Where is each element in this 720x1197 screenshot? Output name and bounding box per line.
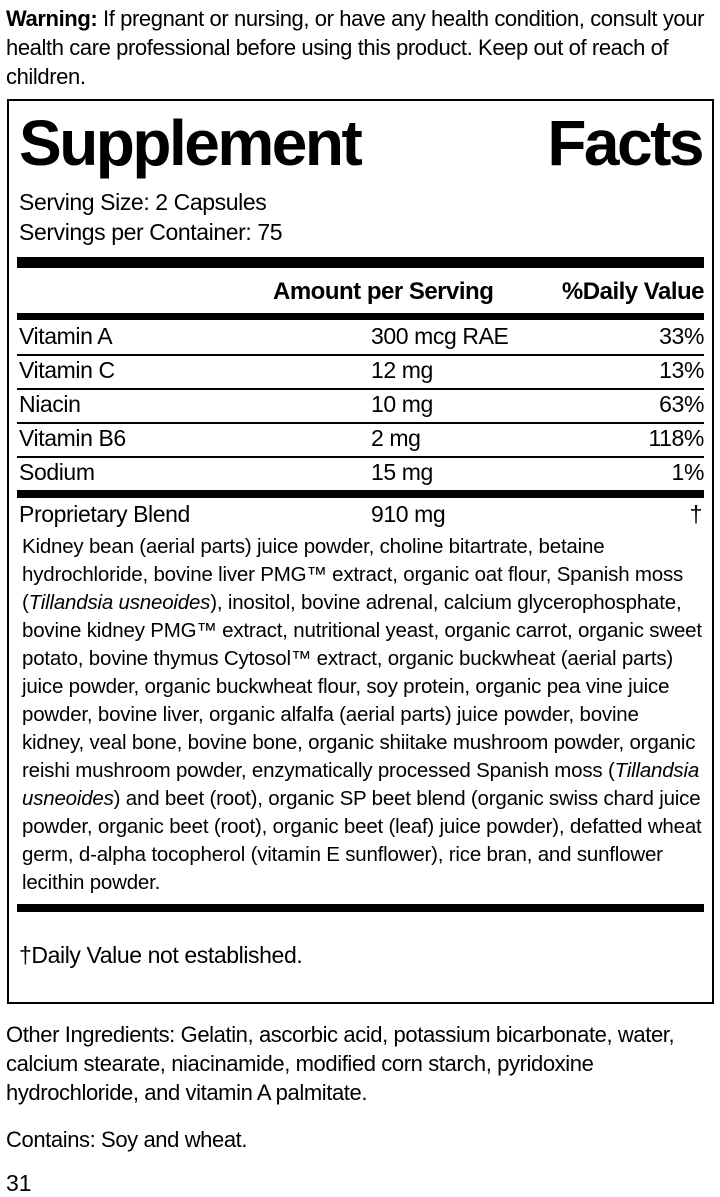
proprietary-blend-row <box>17 498 704 531</box>
nutrient-daily-value: 33% <box>659 323 704 349</box>
nutrient-row <box>17 320 704 354</box>
nutrient-name: Niacin <box>19 391 81 417</box>
page-number: 31 <box>6 1170 32 1196</box>
supplement-facts-panel <box>7 99 714 1004</box>
warning-paragraph <box>6 4 712 91</box>
nutrient-daily-value: 1% <box>671 459 704 485</box>
nutrient-daily-value: 63% <box>659 391 704 417</box>
nutrient-name: Sodium <box>19 459 95 485</box>
nutrient-amount: 2 mg <box>371 425 421 451</box>
warning-label: Warning: <box>6 6 98 31</box>
blend-name: Proprietary Blend <box>19 501 190 527</box>
nutrient-daily-value: 13% <box>659 357 704 383</box>
divider-bar-thick-top <box>17 257 704 268</box>
column-header-daily-value: %Daily Value <box>561 278 704 305</box>
nutrient-amount: 300 mcg RAE <box>371 323 509 349</box>
nutrient-name: Vitamin C <box>19 357 115 383</box>
title-word-facts: Facts <box>547 107 702 179</box>
title-word-supplement: Supplement <box>19 107 361 179</box>
blend-amount: 910 mg <box>371 501 446 527</box>
other-ingredients: Other Ingredients: Gelatin, ascorbic acid, potassium bicarbonate, water, calcium stearate, niacinamide, modified corn starch, pyridoxine hydrochloride, and vitamin A palmitate. <box>6 1022 675 1105</box>
column-header-amount: Amount per Serving <box>273 278 494 305</box>
column-header-row <box>17 268 704 313</box>
warning-text: If pregnant or nursing, or have any health condition, consult your health care professional before using this product. Keep out of reach of children. <box>6 6 705 89</box>
nutrient-rows <box>17 320 704 490</box>
nutrient-row <box>17 456 704 490</box>
blend-ingredient-list: Kidney bean (aerial parts) juice powder, choline bitartrate, betaine hydrochloride, bovine liver PMG™ extract, organic oat flour, Spanish moss (Tillandsia usneoides), inositol, bovine adrenal, calcium glycerophosphate, bovine kidney PMG™ extract, nutritional yeast, organic carrot, organic sweet potato, bovine thymus Cytosol™ extract, organic buckwheat (aerial parts) juice powder, organic buckwheat flour, soy protein, organic pea vine juice powder, bovine liver, organic alfalfa (aerial parts) juice powder, bovine kidney, veal bone, bovine bone, organic shiitake mushroom powder, organic reishi mushroom powder, enzymatically processed Spanish moss (Tillandsia usneoides) and beet (root), organic SP beet blend (organic swiss chard juice powder, organic beet (root), organic beet (leaf) juice powder), defatted wheat germ, d-alpha tocopherol (vitamin E sunflower), rice bran, and sunflower lecithin powder. <box>22 535 702 894</box>
nutrient-row <box>17 354 704 388</box>
nutrient-amount: 10 mg <box>371 391 433 417</box>
divider-bar-above-footnote <box>17 904 704 912</box>
serving-size: Serving Size: 2 Capsules <box>19 189 267 215</box>
nutrient-row <box>17 388 704 422</box>
nutrient-name: Vitamin B6 <box>19 425 126 451</box>
panel-title <box>19 107 702 179</box>
supplement-label-page <box>0 4 720 1196</box>
nutrient-row <box>17 422 704 456</box>
nutrient-amount: 15 mg <box>371 459 433 485</box>
blend-daily-value-dagger: † <box>689 501 702 527</box>
nutrient-amount: 12 mg <box>371 357 433 383</box>
divider-bar-under-header <box>17 313 704 320</box>
divider-bar-above-blend <box>17 490 704 498</box>
nutrient-name: Vitamin A <box>19 323 113 349</box>
allergen-statement: Contains: Soy and wheat. <box>6 1127 248 1152</box>
daily-value-footnote: †Daily Value not established. <box>19 942 303 968</box>
nutrient-daily-value: 118% <box>648 425 704 451</box>
servings-per-container: Servings per Container: 75 <box>19 219 283 245</box>
